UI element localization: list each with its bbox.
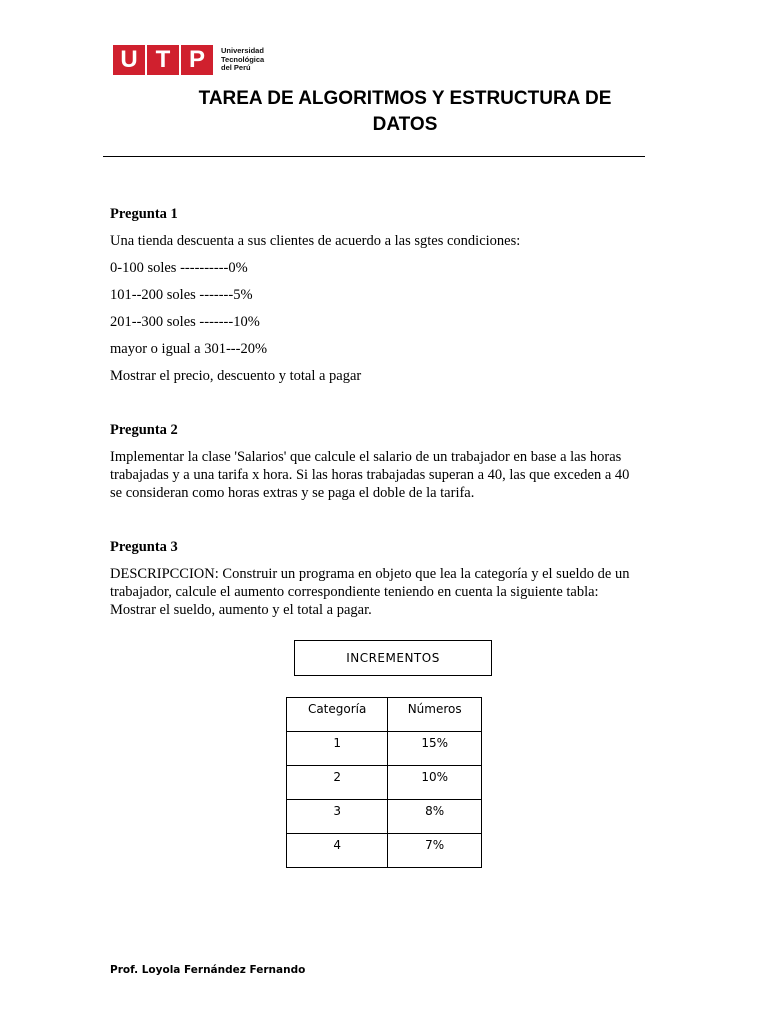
question-2-line: trabajadas y a una tarifa x hora. Si las horas trabajadas superan a 40, las que exceden a 40 (110, 467, 630, 483)
question-3-line: Mostrar el sueldo, aumento y el total a pagar. (110, 602, 372, 618)
question-2-heading: Pregunta 2 (110, 422, 178, 438)
category-value: 4 (333, 838, 341, 852)
header-categoria-text: Categoría (307, 702, 367, 716)
logo-letter-t: T (147, 45, 179, 75)
table-header-row (287, 698, 482, 732)
increments-label-box: INCREMENTOS (294, 640, 492, 676)
question-1-line: mayor o igual a 301---20% (110, 341, 268, 357)
logo-text-line-3: del Perú (221, 63, 251, 73)
logo-letter-p: P (181, 45, 213, 75)
question-3-heading: Pregunta 3 (110, 539, 178, 555)
header-numeros (388, 698, 482, 732)
header-categoria (287, 698, 388, 732)
question-3-line: trabajador, calcule el aumento correspondiente teniendo en cuenta la siguiente tabla: (110, 584, 599, 600)
table-cell (287, 834, 388, 868)
title-line-2: DATOS (372, 114, 438, 135)
percent-value: 15% (421, 736, 448, 750)
logo-text (221, 47, 264, 73)
table-cell (388, 766, 482, 800)
table-row (287, 766, 482, 800)
increments-table (286, 697, 482, 868)
question-2-text (110, 448, 670, 502)
question-1-line: Mostrar el precio, descuento y total a pagar (110, 368, 362, 384)
percent-value: 10% (421, 770, 448, 784)
question-3 (110, 538, 670, 619)
question-1-line: 201--300 soles -------10% (110, 314, 260, 330)
footer-professor: Prof. Loyola Fernández Fernando (110, 964, 306, 976)
category-value: 2 (333, 770, 341, 784)
question-1-line: 0-100 soles ----------0% (110, 260, 248, 276)
logo-letter-u: U (113, 45, 145, 75)
table-row (287, 800, 482, 834)
table-cell (287, 732, 388, 766)
title-line-1: TAREA DE ALGORITMOS Y ESTRUCTURA DE (198, 88, 612, 109)
category-value: 1 (333, 736, 341, 750)
title-divider (103, 156, 645, 157)
question-3-text (110, 565, 670, 619)
question-3-line: DESCRIPCCION: Construir un programa en objeto que lea la categoría y el sueldo de un (110, 566, 630, 582)
percent-value: 8% (425, 804, 445, 818)
question-2 (110, 421, 670, 502)
question-1-line: 101--200 soles -------5% (110, 287, 253, 303)
percent-value: 7% (425, 838, 445, 852)
question-2-line: Implementar la clase 'Salarios' que calcule el salario de un trabajador en base a las horas (110, 449, 622, 465)
question-2-line: se consideran como horas extras y se paga el doble de la tarifa. (110, 485, 475, 501)
table-cell (388, 834, 482, 868)
table-cell (388, 732, 482, 766)
document-title (140, 86, 670, 138)
question-1 (110, 205, 670, 385)
question-1-line: Una tienda descuenta a sus clientes de acuerdo a las sgtes condiciones: (110, 233, 521, 249)
table-cell (388, 800, 482, 834)
table-row (287, 732, 482, 766)
document-body (110, 205, 670, 619)
table-cell (287, 766, 388, 800)
logo-text-line-2: Tecnológica (221, 54, 265, 64)
question-1-heading: Pregunta 1 (110, 206, 178, 222)
utp-logo (113, 45, 264, 75)
table-cell (287, 800, 388, 834)
category-value: 3 (333, 804, 341, 818)
table-row (287, 834, 482, 868)
header-numeros-text: Números (407, 702, 462, 716)
logo-text-line-1: Universidad (221, 46, 264, 56)
